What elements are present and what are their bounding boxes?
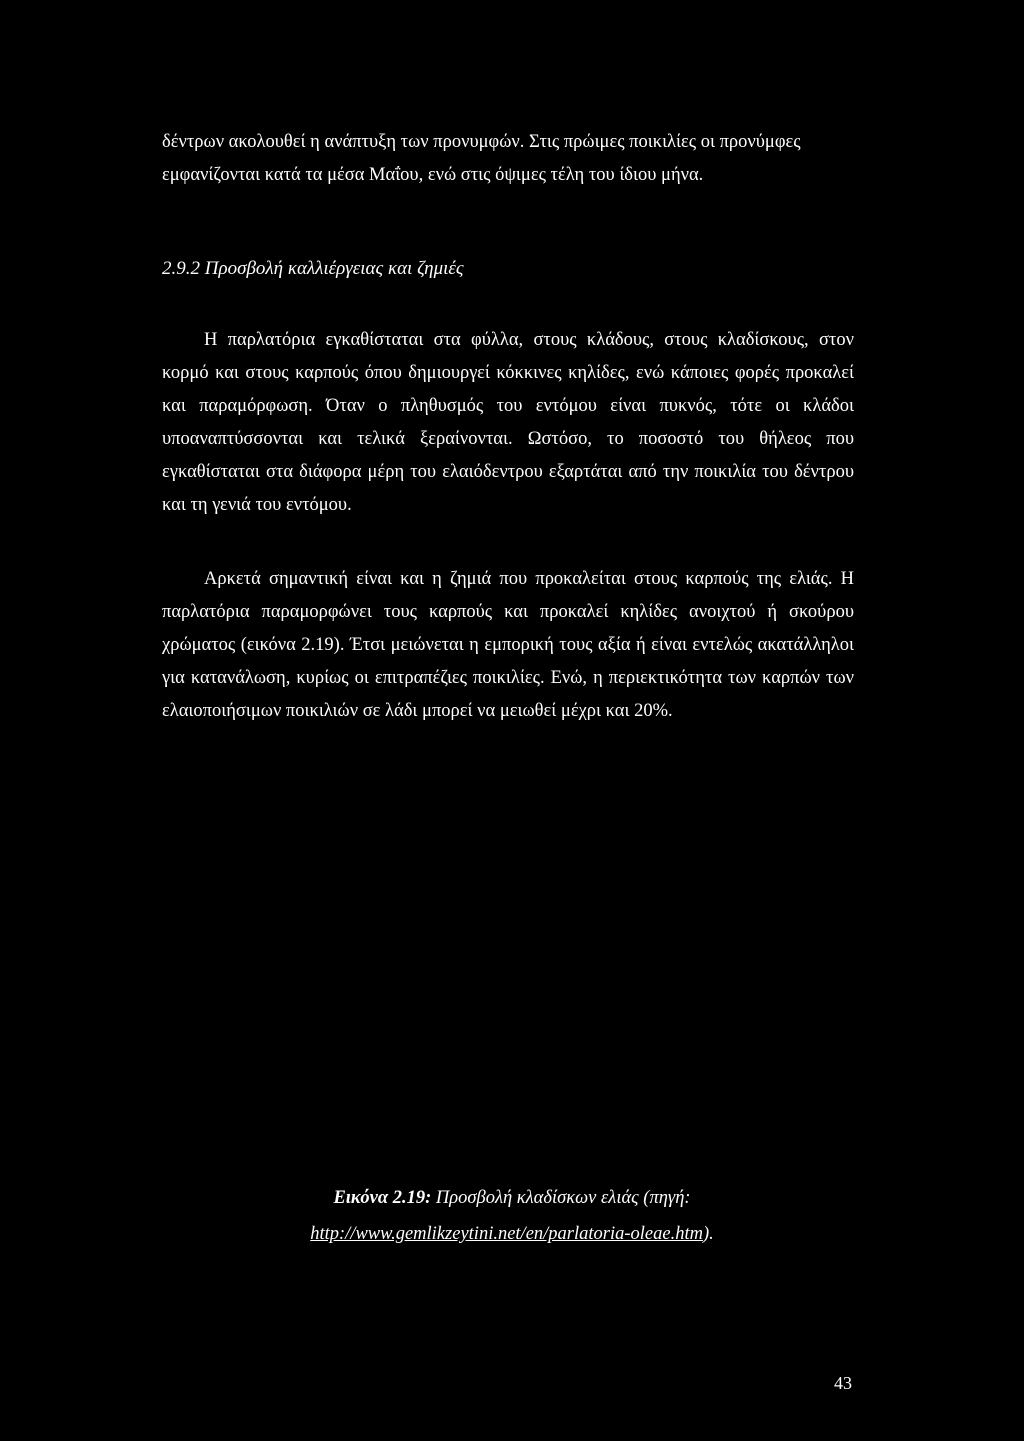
caption-source-link[interactable]: http://www.gemlikzeytini.net/en/parlatoria-oleae.htm <box>310 1224 703 1244</box>
paragraph-1-block <box>162 324 854 522</box>
page-number: 43 <box>834 1373 852 1393</box>
paragraph-1: Η παρλατόρια εγκαθίσταται στα φύλλα, στους κλάδους, στους κλαδίσκους, στον κορμό και στους καρπούς όπου δημιουργεί κόκκινες κηλίδες, ενώ κάποιες φορές προκαλεί και παραμόρφωση. Όταν ο πληθυσμός του εντόμου είναι πυκνός, τότε οι κλάδοι υποαναπτύσσονται και τελικά ξεραίνονται. Ωστόσο, το ποσοστό του θήλεος που εγκαθίσταται στα διάφορα μέρη του ελαιόδεντρου εξαρτάται από την ποικιλία του δέντρου και τη γενιά του εντόμου. <box>162 330 854 515</box>
paragraph-2-block <box>162 563 854 728</box>
section-heading: 2.9.2 Προσβολή καλλιέργειας και ζημιές <box>162 258 464 279</box>
caption-label: Εικόνα 2.19: <box>333 1188 432 1208</box>
caption-end: ). <box>702 1224 714 1244</box>
paragraph-2: Αρκετά σημαντική είναι και η ζημιά που προκαλείται στους καρπούς της ελιάς. Η παρλατόρια παραμορφώνει τους καρπούς και προκαλεί κηλίδες ανοιχτού ή σκούρου χρώματος (εικόνα 2.19). Έτσι μειώνεται η εμπορική τους αξία ή είναι εντελώς ακατάλληλοι για κατανάλωση, κυρίως οι επιτραπέζιες ποικιλίες. Ενώ, η περιεκτικότητα των καρπών των ελαιοποιήσιμων ποικιλιών σε λάδι μπορεί να μειωθεί μέχρι και 20%. <box>162 569 854 721</box>
caption-text: Προσβολή κλαδίσκων ελιάς (πηγή: <box>431 1188 691 1208</box>
figure-caption <box>240 1180 784 1252</box>
intro-paragraph: δέντρων ακολουθεί η ανάπτυξη των προνυμφών. Στις πρώιμες ποικιλίες οι προνύμφες εμφανίζονται κατά τα μέσα Μαΐου, ενώ στις όψιμες τέλη του ίδιου μήνα. <box>162 132 801 185</box>
intro-block <box>162 126 854 192</box>
